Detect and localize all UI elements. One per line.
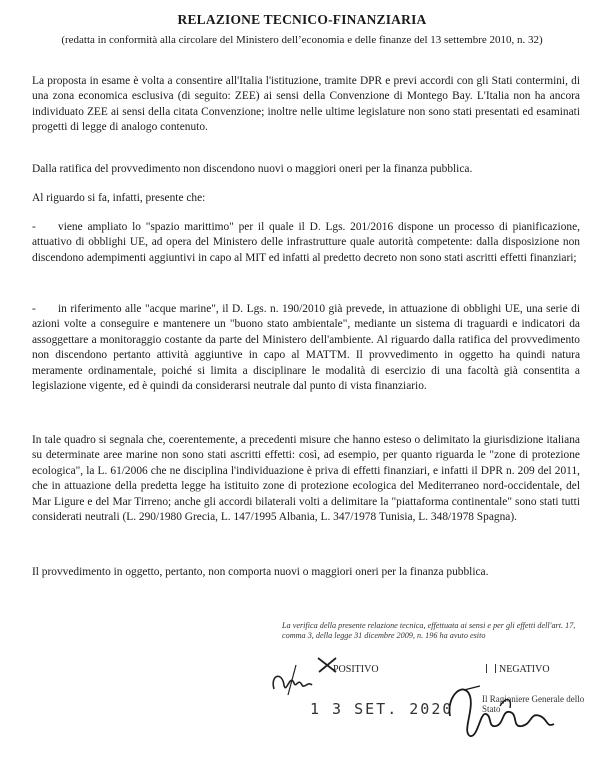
dash-bullet: -	[32, 303, 36, 315]
list-item-text: in riferimento alle "acque marine", il D. Lgs. n. 190/2010 già prevede, in attuazione di obblighi UE, una serie di azioni volte a conseguire e mantenere un "buono stato ambientale", mediante un sistema di traguardi e indicatori da assoggettare a monitoraggio costante da parte del Ministero dell'ambiente. Al riguardo dalla ratifica del provvedimento non discendono pertanto attività aggiuntive in capo al MATTM. Il provvedimento in oggetto ha quindi natura meramente ordinamentale, poiché si limita a disciplinare le modalità di esercizio di una facoltà già consentita a legislazione vigente, ed è quindi da considerarsi neutrale dal punto di vista finanziario.	[32, 303, 580, 393]
dash-bullet: -	[32, 221, 36, 233]
verification-note: La verifica della presente relazione tecnica, effettuata ai sensi e per gli effetti dell'art. 17, comma 3, della legge 31 dicembre 2009, n. 196 ha avuto esito	[282, 621, 576, 640]
negativo-checkbox	[486, 664, 496, 673]
positivo-label: POSITIVO	[333, 664, 379, 675]
document-title: RELAZIONE TECNICO-FINANZIARIA	[177, 12, 427, 27]
paragraph-intro	[32, 74, 580, 136]
positivo-option	[333, 664, 379, 675]
paragraph-context: In tale quadro si segnala che, coerentemente, a precedenti misure che hanno esteso o delimitato la giurisdizione italiana su determinate aree marine non sono stati ascritti effetti: così, ad esempio, per quanto riguarda le "zone di protezione ecologica", la L. 61/2006 che ne disciplina l'individuazione è priva di effetti finanziari, e infatti il DPR n. 209 del 2011, che in attuazione della predetta legge ha istituito zone di protezione ecologica del Mediterraneo nord-occidentale, del Mar Ligure e del Mar Tirreno; anche gli accordi bilaterali volti a delimitare la "piattaforma continentale" sono stati tutti considerati neutrali (L. 290/1980 Grecia, L. 147/1995 Albania, L. 347/1978 Tunisia, L. 348/1978 Spagna).	[32, 434, 580, 524]
paragraph-intro-text: La proposta in esame è volta a consentire all'Italia l'istituzione, tramite DPR e previ accordi con gli Stati contermini, di una zona economica esclusiva (di seguito: ZEE) ai sensi della Convenzione di Montego Bay. L'Italia non ha ancora individuato ZEE ai sensi della citata Convenzione; inoltre nelle ultime legislature non sono stati presentati ed esaminati progetti di legge di analogo contenuto.	[32, 75, 580, 134]
paragraph-conclusion: Il provvedimento in oggetto, pertanto, non comporta nuovi o maggiori oneri per la finanza pubblica.	[32, 566, 489, 578]
list-item-text: viene ampliato lo "spazio marittimo" per il quale il D. Lgs. 201/2016 dispone un processo di pianificazione, attuativo di obblighi UE, ad opera del Ministero delle infrastrutture quale autorità competente: dalla disposizione non discendono adempimenti aggiuntivi in capo al MIT ed infatti al predetto decreto non sono stati ascritti effetti finanziari;	[32, 221, 580, 264]
paragraph-no-costs: Dalla ratifica del provvedimento non discendono nuovi o maggiori oneri per la finanza pubblica.	[32, 163, 473, 175]
signer-title: Il Ragioniere Generale dello Stato	[482, 694, 585, 714]
paragraph-premise: Al riguardo si fa, infatti, presente che:	[32, 192, 206, 204]
list-item-acque-marine	[32, 302, 580, 394]
negativo-label: NEGATIVO	[499, 664, 550, 675]
date-stamp: 1 3 SET. 2020	[310, 700, 454, 718]
negativo-option	[486, 664, 550, 675]
document-subtitle: (redatta in conformità alla circolare del Ministero dell’economia e delle finanze del 13 settembre 2010, n. 32)	[61, 34, 543, 46]
list-item-spazio-marittimo	[32, 220, 580, 266]
handwritten-signature	[440, 676, 560, 742]
